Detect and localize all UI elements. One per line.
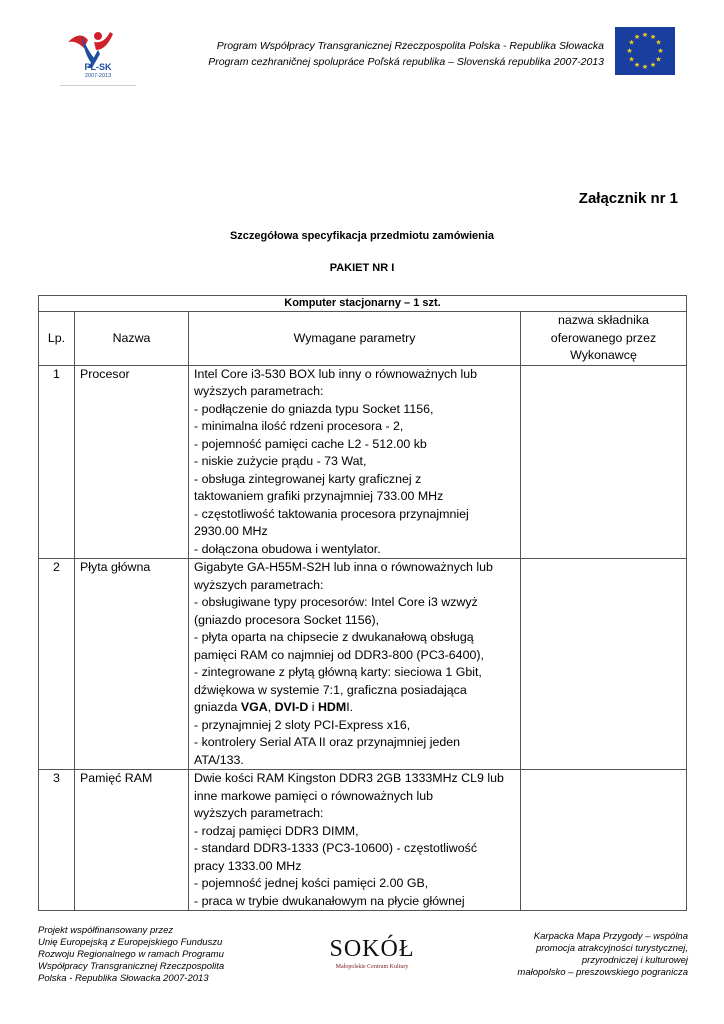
row-lp: 2 — [39, 559, 75, 770]
footer-left-line: Współpracy Transgranicznej Rzeczpospolita — [38, 961, 225, 972]
footer-right — [468, 931, 688, 979]
param-line: - przynajmniej 2 sloty PCI-Express x16, — [194, 717, 411, 732]
row-offer — [521, 559, 687, 770]
param-line: - częstotliwość taktowania procesora przynajmniej — [194, 506, 469, 521]
param-line: 2930.00 MHz — [194, 524, 268, 538]
svg-text:★: ★ — [657, 47, 664, 55]
table-row — [39, 365, 687, 559]
table-row — [39, 770, 687, 911]
header-name: Nazwa — [75, 312, 189, 366]
svg-text:★: ★ — [633, 61, 641, 69]
row-lp: 3 — [39, 770, 75, 911]
gniazda-sep2: i — [308, 700, 318, 714]
footer-left-line: Rozwoju Regionalnego w ramach Programu — [38, 949, 224, 960]
row-params — [189, 365, 521, 559]
param-line: - standard DDR3-1333 (PC3-10600) - częstotliwość — [194, 841, 478, 855]
row-offer — [521, 365, 687, 559]
eu-flag-icon — [615, 27, 675, 75]
pl-sk-figure-icon — [58, 22, 138, 90]
header-line-2: Program cezhraničnej spolupráce Poľská republika – Slovenská republika 2007-2013 — [208, 56, 604, 68]
pl-sk-logo — [58, 22, 138, 90]
svg-text:★: ★ — [628, 55, 635, 64]
spec-subtitle: Szczegółowa specyfikacja przedmiotu zamówienia — [229, 230, 495, 242]
table-caption-row — [39, 296, 687, 312]
row-offer — [521, 770, 687, 911]
header-offer: nazwa składnika oferowanego przez Wykonawcę — [521, 312, 687, 366]
svg-text:★: ★ — [633, 33, 641, 41]
param-line: (gniazdo procesora Socket 1156), — [194, 612, 380, 627]
param-line: pamięci RAM co najmniej od DDR3-800 (PC3-6400), — [194, 647, 484, 662]
param-line: - zintegrowane z płytą główną karty: sieciowa 1 Gbit, — [194, 665, 482, 679]
param-line: inne markowe pamięci o równoważnych lub — [194, 788, 433, 803]
footer-left-line: Unię Europejską z Europejskiego Funduszu — [38, 937, 223, 948]
package-title: PAKIET NR I — [329, 262, 395, 274]
param-line: - minimalna ilość rdzeni procesora - 2, — [194, 419, 404, 433]
dvid-label: DVI-D — [274, 700, 309, 714]
footer-right-line: promocja atrakcyjności turystycznej, — [535, 943, 688, 954]
gniazda-tail: I. — [346, 700, 354, 714]
param-line: dźwiękowa w systemie 7:1, graficzna posiadająca — [194, 682, 467, 697]
row-params — [189, 770, 521, 911]
header-lp: Lp. — [39, 312, 75, 366]
svg-text:★: ★ — [649, 33, 657, 41]
svg-text:★: ★ — [655, 55, 662, 64]
table-caption: Komputer stacjonarny – 1 szt. — [39, 296, 687, 312]
gniazda-line — [194, 699, 515, 717]
footer-left — [38, 925, 258, 985]
spec-table — [38, 295, 687, 911]
svg-text:★: ★ — [626, 47, 633, 55]
param-line: ATA/133. — [194, 752, 244, 767]
vga-label: VGA — [240, 700, 268, 714]
row-params — [189, 559, 521, 770]
svg-text:★: ★ — [628, 38, 635, 47]
param-line: wyższych parametrach: — [194, 384, 324, 398]
param-line: - praca w trybie dwukanałowym na płycie głównej — [194, 893, 465, 908]
param-line: - pojemność pamięci cache L2 - 512.00 kb — [194, 436, 427, 451]
svg-text:★: ★ — [641, 31, 649, 39]
param-line: - pojemność jednej kości pamięci 2.00 GB, — [194, 876, 429, 890]
param-line: - obsługiwane typy procesorów: Intel Core i3 wzwyż — [194, 595, 478, 609]
sokol-logo — [322, 935, 422, 983]
logo-years: 2007-2013 — [84, 73, 112, 79]
param-line: - niskie zużycie prądu - 73 Wat, — [194, 454, 367, 468]
param-line: Intel Core i3-530 BOX lub inny o równoważnych lub — [194, 366, 478, 381]
svg-text:★: ★ — [649, 61, 657, 69]
svg-text:★: ★ — [641, 63, 649, 71]
logo-divider — [60, 85, 136, 86]
header-params: Wymagane parametry — [189, 312, 521, 366]
svg-text:★: ★ — [655, 38, 662, 47]
table-header-row — [39, 312, 687, 366]
hdmi-label: HDM — [317, 700, 347, 714]
param-line: taktowaniem grafiki przynajmniej 733.00 MHz — [194, 489, 444, 503]
footer-left-line: Polska - Republika Słowacka 2007-2013 — [38, 973, 209, 984]
param-line: Gigabyte GA-H55M-S2H lub inna o równoważnych lub — [194, 560, 493, 574]
table-row — [39, 559, 687, 770]
row-lp: 1 — [39, 365, 75, 559]
footer-right-line: małopolsko – preszowskiego pogranicza — [517, 967, 688, 978]
row-name: Pamięć RAM — [75, 770, 189, 911]
param-line: Dwie kości RAM Kingston DDR3 2GB 1333MHz CL9 lub — [194, 771, 504, 785]
gniazda-prefix: gniazda — [194, 700, 241, 714]
param-line: - obsługa zintegrowanej karty graficznej z — [194, 471, 422, 486]
param-line: - kontrolery Serial ATA II oraz przynajmniej jeden — [194, 735, 461, 749]
param-line: - podłączenie do gniazda typu Socket 1156, — [194, 401, 434, 416]
row-name: Procesor — [75, 365, 189, 559]
footer-right-line: Karpacka Mapa Przygody – wspólna — [533, 931, 688, 942]
sokol-subtitle: Małopolskie Centrum Kultury — [335, 964, 409, 970]
header-line-1: Program Współpracy Transgranicznej Rzeczpospolita Polska - Republika Słowacka — [216, 40, 604, 52]
annex-title: Załącznik nr 1 — [578, 190, 678, 207]
row-name: Płyta główna — [75, 559, 189, 770]
sokol-wordmark: SOKÓŁ — [329, 936, 415, 962]
param-line: - dołączona obudowa i wentylator. — [194, 541, 381, 556]
param-line: wyższych parametrach: — [194, 577, 324, 592]
logo-text: PL-SK — [84, 62, 112, 72]
gniazda-sep1: , — [267, 700, 275, 714]
footer-left-line: Projekt współfinansowany przez — [38, 925, 174, 936]
param-line: - płyta oparta na chipsecie z dwukanałową obsługą — [194, 630, 474, 644]
param-line: pracy 1333.00 MHz — [194, 858, 302, 873]
param-line: - rodzaj pamięci DDR3 DIMM, — [194, 823, 359, 838]
param-line: wyższych parametrach: — [194, 806, 324, 820]
footer-right-line: przyrodniczej i kulturowej — [581, 955, 688, 966]
